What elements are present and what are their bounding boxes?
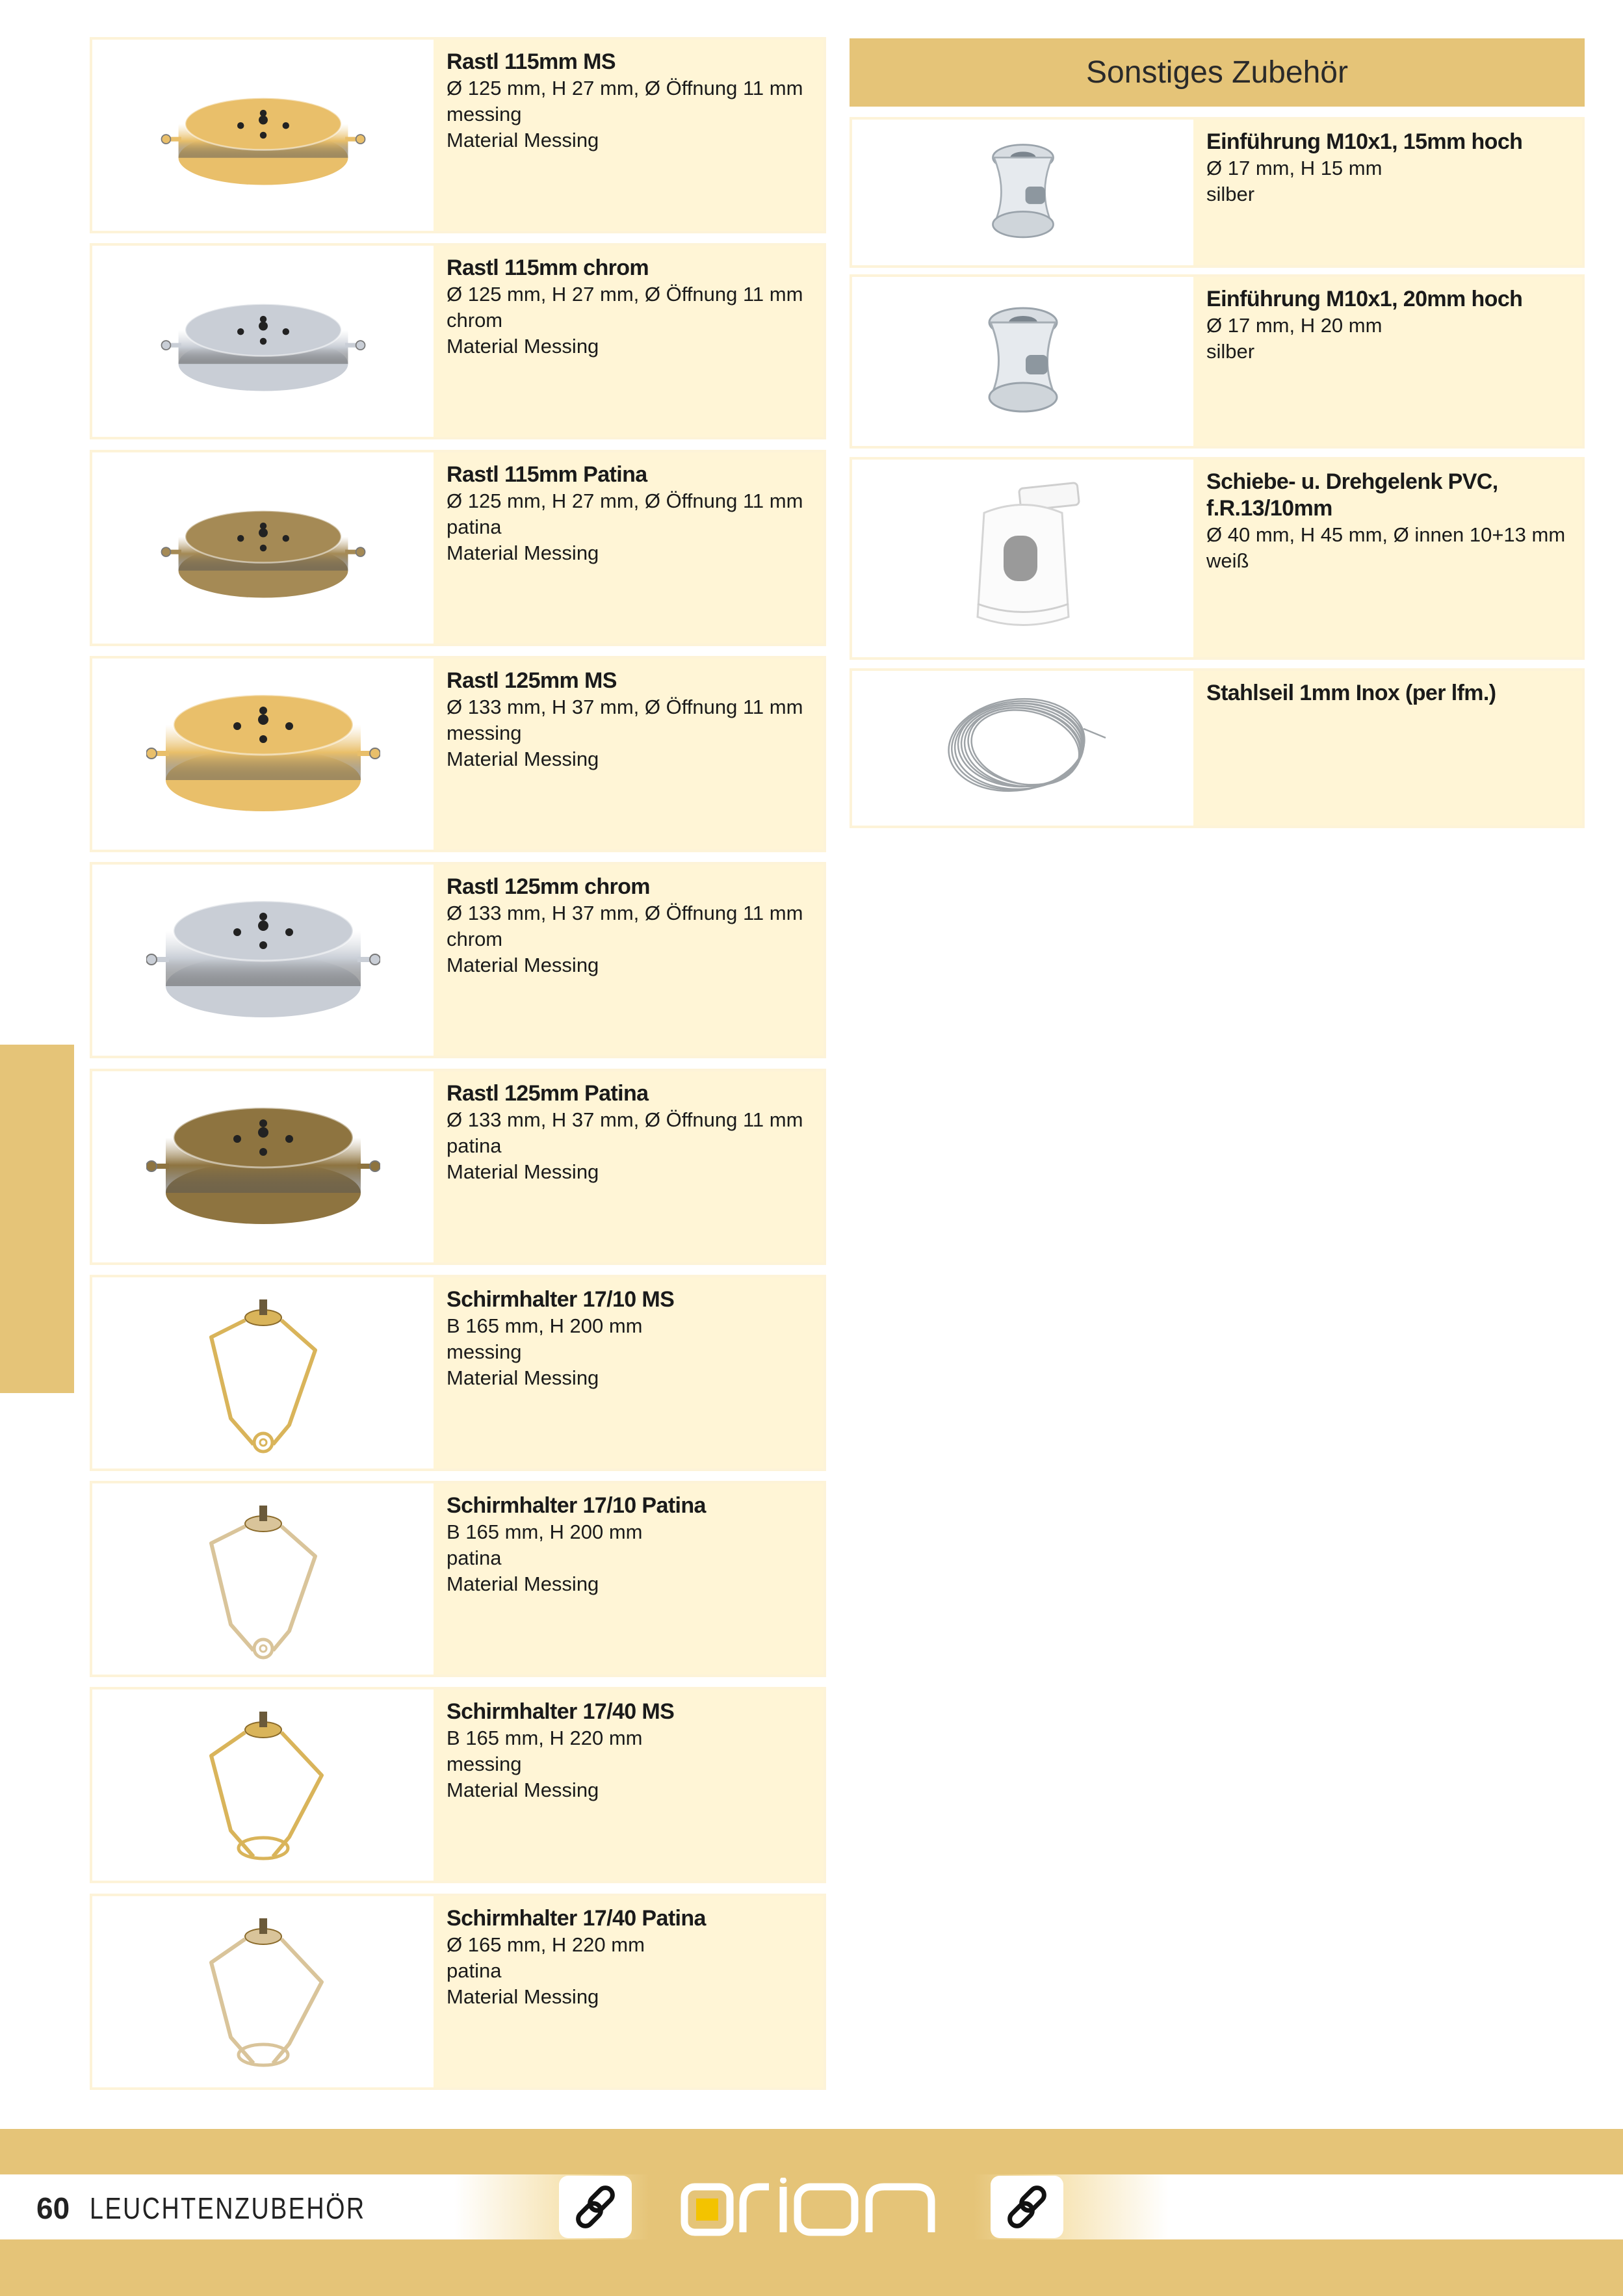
product-dimensions: Ø 133 mm, H 37 mm, Ø Öffnung 11 mm [447,1108,803,1131]
product-name: Schirmhalter 17/40 Patina [447,1905,706,1931]
product-details [1193,120,1582,265]
product-card [90,1687,826,1883]
product-details [434,452,824,644]
product-details [434,1896,824,2087]
cable-entry-image [852,120,1193,265]
product-material: Material Messing [447,541,599,564]
product-finish: messing [447,103,522,125]
product-finish: patina [447,1959,502,1982]
product-name: Rastl 125mm Patina [447,1080,649,1106]
product-details [434,1071,824,1262]
product-dimensions: Ø 17 mm, H 20 mm [1206,314,1383,337]
product-details [434,659,824,850]
gallery-ring-chrome-image [92,865,434,1056]
product-material: Material Messing [447,1985,599,2008]
chain-link-icon [991,2176,1063,2238]
product-finish: chrom [447,309,503,332]
steel-cable-coil-image [852,671,1193,826]
product-dimensions: B 165 mm, H 200 mm [447,1314,643,1337]
product-dimensions: Ø 133 mm, H 37 mm, Ø Öffnung 11 mm [447,902,803,925]
product-card [90,862,826,1058]
product-material: Material Messing [447,954,599,977]
product-material: Material Messing [447,1572,599,1596]
product-dimensions: Ø 125 mm, H 27 mm, Ø Öffnung 11 mm [447,489,803,512]
product-card [90,1069,826,1265]
product-details [1193,277,1582,446]
product-material: Material Messing [447,747,599,770]
product-finish: messing [447,1340,522,1363]
product-name: Stahlseil 1mm Inox (per lfm.) [1206,681,1496,705]
product-dimensions: Ø 125 mm, H 27 mm, Ø Öffnung 11 mm [447,283,803,306]
shade-harp-patina-image [92,1483,434,1675]
product-details [434,40,824,231]
product-card [90,1481,826,1677]
product-card [850,274,1585,449]
product-dimensions: Ø 125 mm, H 27 mm, Ø Öffnung 11 mm [447,77,803,99]
gallery-ring-brass-image [92,40,434,231]
chapter-title: LEUCHTENZUBEHÖR [90,2191,366,2225]
product-details [1193,671,1582,826]
product-name: Rastl 115mm chrom [447,255,649,281]
product-material: Material Messing [447,129,599,151]
product-details [434,1483,824,1675]
gallery-ring-chrome-image [92,246,434,437]
product-finish: weiß [1206,549,1249,572]
product-details [434,865,824,1056]
swivel-joint-image [852,460,1193,657]
shade-harp-brass-image [92,1277,434,1468]
product-card [90,656,826,852]
product-finish: patina [447,515,502,538]
chapter-side-tab [0,1045,74,1393]
footer-band-top [0,2129,1623,2174]
product-card [90,450,826,646]
product-material: Material Messing [447,1779,599,1802]
product-material: Material Messing [447,335,599,358]
product-card [90,1894,826,2090]
shade-harp-patina-image [92,1896,434,2087]
product-card [850,457,1585,660]
gallery-ring-patina-image [92,452,434,644]
product-card [850,117,1585,268]
product-name: Einführung M10x1, 15mm hoch [1206,129,1523,154]
product-card [90,1275,826,1471]
product-details [434,1277,824,1468]
product-dimensions: Ø 165 mm, H 220 mm [447,1933,645,1956]
product-finish: chrom [447,928,503,951]
product-finish: messing [447,721,522,744]
section-header-title: Sonstiges Zubehör [1086,55,1348,90]
product-dimensions: B 165 mm, H 200 mm [447,1520,643,1544]
product-card [90,37,826,233]
orion-logo [679,2178,939,2239]
footer-band-bottom [0,2239,1623,2296]
product-name: Schirmhalter 17/10 Patina [447,1493,706,1519]
page-number: 60 [36,2191,70,2225]
product-finish: silber [1206,183,1255,205]
product-details [434,246,824,437]
product-name: Schirmhalter 17/40 MS [447,1699,675,1725]
product-name: Rastl 115mm Patina [447,462,647,487]
product-dimensions: B 165 mm, H 220 mm [447,1727,643,1750]
product-name: Rastl 125mm MS [447,668,617,693]
product-dimensions: Ø 40 mm, H 45 mm, Ø innen 10+13 mm [1206,523,1566,546]
gallery-ring-brass-image [92,659,434,850]
product-finish: silber [1206,340,1255,363]
gallery-ring-patina-image [92,1071,434,1262]
product-details [1193,460,1582,657]
product-details [434,1689,824,1881]
section-header [850,38,1585,107]
product-finish: patina [447,1546,502,1570]
product-finish: messing [447,1753,522,1776]
cable-entry-image [852,277,1193,446]
product-card [850,668,1585,828]
chain-link-icon [559,2176,632,2238]
product-name: Einführung M10x1, 20mm hoch [1206,287,1523,311]
product-material: Material Messing [447,1366,599,1389]
shade-harp-brass-image [92,1689,434,1881]
product-name: Rastl 125mm chrom [447,874,650,900]
product-name: Schiebe- u. Drehgelenk PVC, f.R.13/10mm [1206,469,1498,521]
product-name: Schirmhalter 17/10 MS [447,1286,675,1312]
product-material: Material Messing [447,1160,599,1183]
product-dimensions: Ø 17 mm, H 15 mm [1206,157,1383,179]
product-name: Rastl 115mm MS [447,49,616,74]
product-dimensions: Ø 133 mm, H 37 mm, Ø Öffnung 11 mm [447,695,803,718]
product-finish: patina [447,1134,502,1157]
product-card [90,243,826,439]
